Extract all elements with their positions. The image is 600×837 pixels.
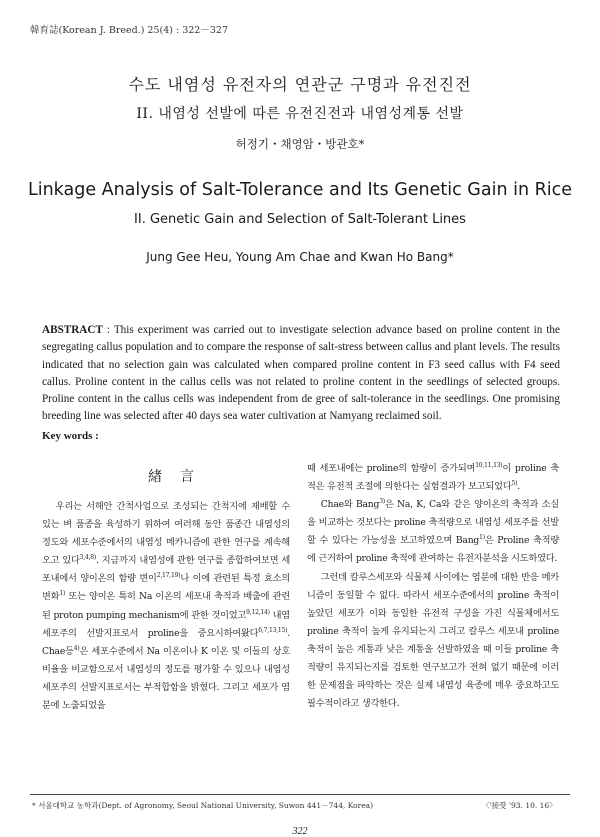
citation-ref: 3) — [379, 498, 385, 506]
section-heading-introduction: 緖言 — [148, 469, 212, 485]
page-number: 322 — [292, 826, 308, 837]
journal-citation: 韓育誌(Korean J. Breed.) 25(4) : 322－327 — [30, 25, 228, 36]
citation-ref: 1) — [479, 534, 485, 542]
left-column — [42, 498, 290, 715]
right-column — [307, 460, 559, 713]
keywords-label: Key words : — [42, 430, 99, 442]
intro-paragraph — [42, 498, 290, 715]
english-authors: Jung Gee Heu, Young Am Chae and Kwan Ho Bang* — [146, 250, 454, 264]
text-run: 내염세포주의 선발지표로서 proline을 중요시하여왔다 — [42, 609, 290, 639]
citation-ref: 4) — [73, 644, 80, 652]
citation-ref: 3,4,8) — [79, 554, 97, 562]
paragraph — [307, 569, 559, 714]
text-run: 또는 양이온 특히 Na 이온의 세포내 축적과 배출에 관련된 proton pumping mechanism에 관한 것이었고 — [42, 591, 290, 621]
text-run: 은 Na, K, Ca와 같은 양이온의 축적과 소실을 비교하는 것보다는 proline 축적량으로 내염성 세포주를 선발할 수 있다는 가능성을 보고하였으며 Bang — [307, 499, 559, 547]
text-run: 그런데 칼루스세포와 식물체 사이에는 염분에 대한 반응 메카니즘이 동일할 수 없다. 따라서 세포수준에서의 proline 축적이 높았던 세포가 이와 동일한 유전적 구성을 가진 식물체에서도 proline 축적이 높게 유지되는지 그리고 칼루스 세포내 proline 축적이 높은 계통과 낮은 계통을 선발하였을 때 이들 proline 축적량이 유지되는지를 검토한 연구보고가 전혀 없기 때문에 이러한 문제점을 파악하는 것은 실제 내염성 육종에 매우 중요하고도 필수적이라고 생각한다. — [307, 571, 559, 710]
affiliation-footnote: * 서울대학교 농학과(Dept. of Agronomy, Seoul National University, Suwon 441－744, Korea) — [32, 801, 374, 810]
text-run: 은 세포수준에서 Na 이온이나 K 이온 및 이들의 상호비율을 비교함으로서 내염성의 정도를 평가할 수 있으나 내염성 세포주의 선발지표로서는 부적합함을 밝혔다. 그리고 세포가 염분에 노출되었을 — [42, 645, 290, 712]
paragraph — [307, 496, 559, 568]
english-title: Linkage Analysis of Salt-Tolerance and Its Genetic Gain in Rice — [27, 180, 573, 200]
citation-ref: 10,11,13) — [475, 461, 503, 469]
text-run: 은 Proline 축적량에 근거하여 proline 축적에 관여하는 유전자분석을 시도하였다. — [307, 535, 559, 565]
abstract-text: : This experiment was carried out to investigate selection advance based on proline content in the segregating callus population and to compare the response of salt-stress between callus and plant levels. The results indicated that no selection gain was calculated when compared proline content in F3 seed callus with F4 seed callus. Proline content in the callus cells was not related to proline content in the seedlings of selected groups. Proline content in the callus cells was independent from de gree of salt-tolerance in the seedlings. One promising breeding line was selected after 40 days sea water cultivation at Namyang reclaimed soil. — [42, 324, 560, 423]
text-run: 우리는 서해안 간척사업으로 조성되는 간척지에 재배할 수 있는 벼 품종을 육성하기 위하여 여러해 동안 품종간 내염성의 정도와 세포수준에서의 내염성 메카니즘에 관한 연구를 계속해 오고 있다 — [42, 501, 290, 567]
citation-ref: 5) — [511, 480, 518, 488]
text-run: . Chae등 — [42, 627, 290, 657]
text-run: 때 세포내에는 proline의 함량이 증가되며 — [307, 463, 476, 474]
korean-subtitle: II. 내염성 선발에 따른 유전진전과 내염성계통 선발 — [136, 106, 464, 122]
received-date: 〈'接受 '93. 10. 16〉 — [482, 801, 557, 810]
korean-title: 수도 내염성 유전자의 연관군 구명과 유전진전 — [128, 75, 472, 94]
citation-ref: 1) — [59, 590, 66, 598]
citation-ref: 2,17,19) — [156, 572, 181, 580]
citation-ref: 9,12,14) — [246, 608, 270, 616]
text-run: Chae와 Bang — [320, 499, 380, 511]
abstract-label: ABSTRACT — [42, 324, 103, 336]
text-run: . — [517, 481, 520, 493]
korean-authors: 허정기・채영암・방관호* — [235, 137, 365, 151]
text-run: . 지금까지 내염성에 관한 연구를 종합하여보면 세포내에서 양이온의 함량 변이 — [42, 555, 291, 585]
text-run: 나 이에 관련된 특정 효소의 변화 — [42, 573, 290, 603]
citation-ref: 6,7,13,15) — [258, 626, 288, 634]
footnote-divider — [30, 794, 570, 795]
text-run: 이 proline 축적은 유전적 조절에 의한다는 실험결과가 보고되었다 — [307, 463, 559, 493]
english-subtitle: II. Genetic Gain and Selection of Salt-Tolerant Lines — [134, 212, 466, 227]
continued-paragraph — [307, 460, 559, 496]
abstract — [42, 322, 560, 426]
